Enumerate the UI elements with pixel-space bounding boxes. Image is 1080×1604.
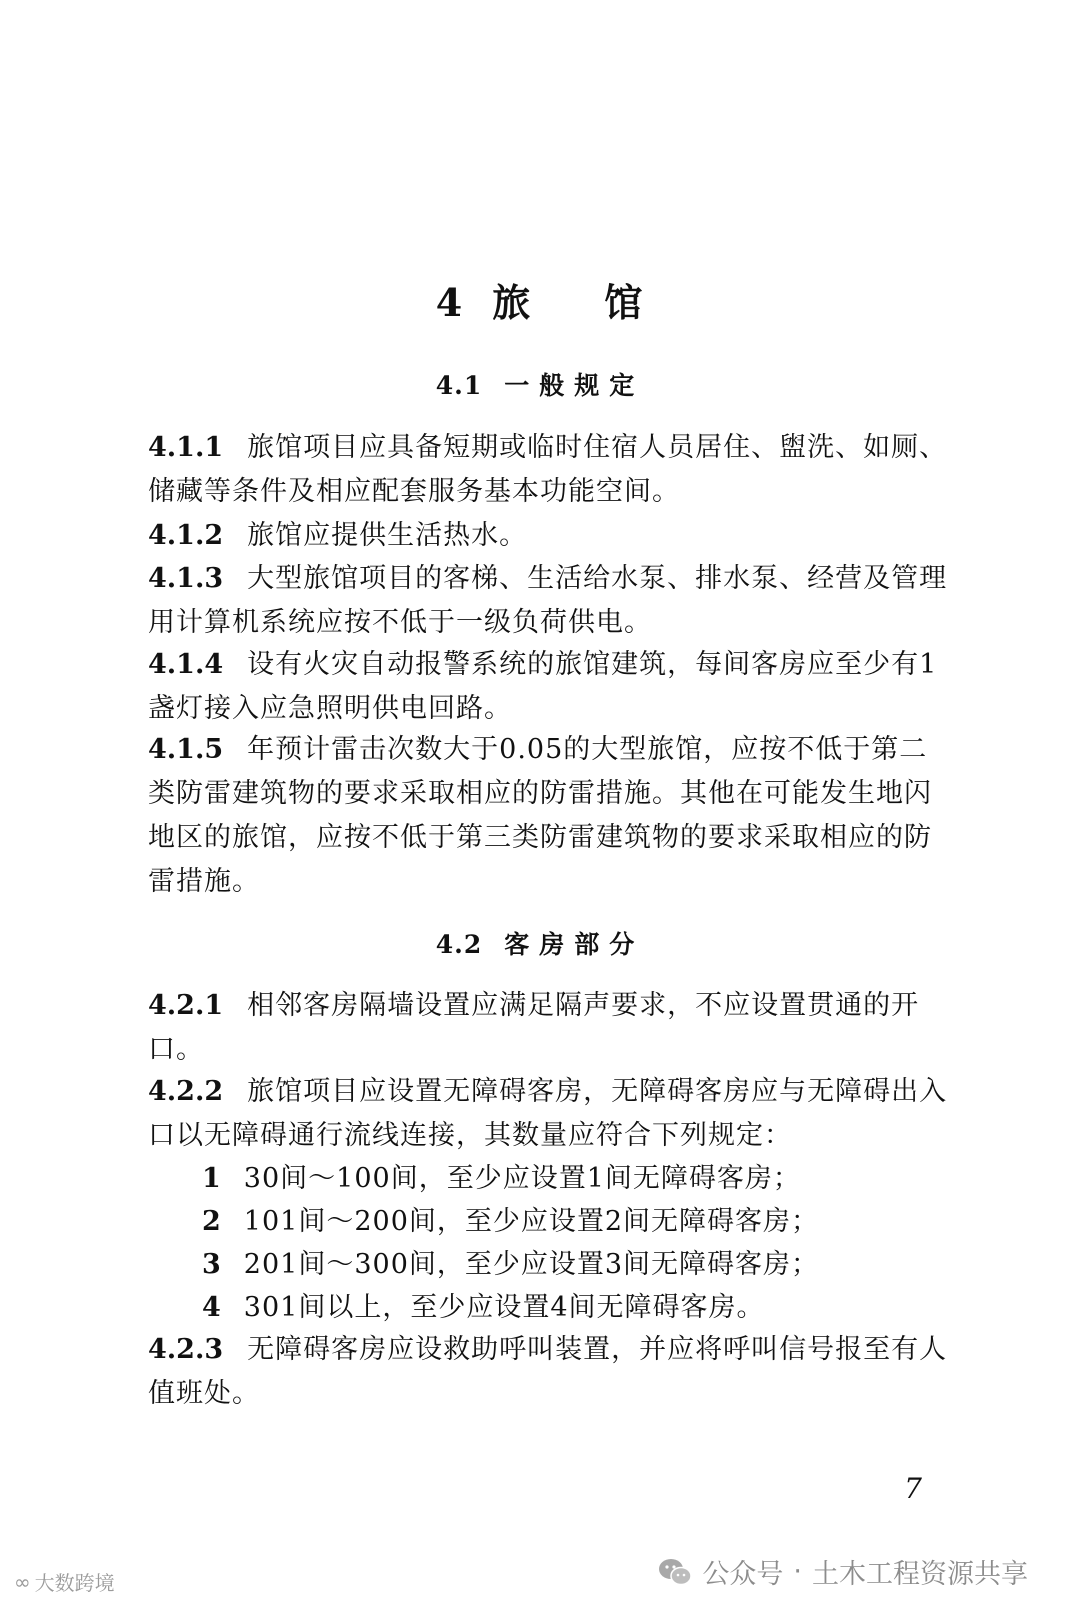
- clause-number: 4.2.2: [148, 1076, 224, 1107]
- section-title-4-2: [0, 925, 1080, 961]
- clause-4-2-1: [148, 984, 948, 1072]
- clause-4-1-5: [148, 728, 948, 904]
- link-icon: ∞: [14, 1569, 31, 1594]
- section-number: 4.1: [435, 371, 483, 400]
- clause-text: 大型旅馆项目的客梯、生活给水泵、排水泵、经营及管理用计算机系统应按不低于一级负荷供电。: [148, 563, 948, 638]
- clause-4-2-3: [148, 1328, 948, 1416]
- item-text: 101间～200间，至少应设置2间无障碍客房；: [243, 1206, 820, 1237]
- chapter-title-part2: 馆: [604, 280, 645, 325]
- item-text: 30间～100间，至少应设置1间无障碍客房；: [243, 1163, 801, 1194]
- clause-number: 4.1.2: [148, 520, 224, 551]
- clause-number: 4.1.4: [148, 649, 224, 680]
- list-item-2: [202, 1200, 962, 1244]
- clause-text: 设有火灾自动报警系统的旅馆建筑，每间客房应至少有1盏灯接入应急照明供电回路。: [148, 649, 938, 724]
- clause-number: 4.1.3: [148, 563, 224, 594]
- clause-text: 旅馆项目应具备短期或临时住宿人员居住、盥洗、如厕、储藏等条件及相应配套服务基本功能空间。: [148, 432, 948, 507]
- clause-4-1-2: [148, 514, 948, 558]
- list-item-4: [202, 1286, 962, 1330]
- chapter-number: 4: [435, 280, 465, 325]
- clause-text: 旅馆项目应设置无障碍客房，无障碍客房应与无障碍出入口以无障碍通行流线连接，其数量应符合下列规定：: [148, 1076, 948, 1151]
- clause-number: 4.1.1: [148, 432, 224, 463]
- item-number: 1: [202, 1163, 222, 1194]
- chapter-title: [0, 272, 1080, 327]
- section-number: 4.2: [435, 930, 483, 959]
- wechat-icon: [658, 1557, 692, 1587]
- watermark-left-text: 大数跨境: [34, 1571, 115, 1595]
- section-title-4-1: [0, 366, 1080, 402]
- item-number: 3: [202, 1249, 222, 1280]
- clause-text: 年预计雷击次数大于0.05的大型旅馆，应按不低于第二类防雷建筑物的要求采取相应的防雷措施。其他在可能发生地闪地区的旅馆，应按不低于第三类防雷建筑物的要求采取相应的防雷措施。: [148, 734, 932, 897]
- clause-4-1-4: [148, 643, 948, 731]
- clause-number: 4.1.5: [148, 734, 224, 765]
- item-text: 301间以上，至少应设置4间无障碍客房。: [243, 1292, 765, 1323]
- watermark-prefix: 公众号: [702, 1559, 784, 1590]
- list-item-1: [202, 1157, 962, 1201]
- watermark-left: [14, 1567, 115, 1596]
- clause-number: 4.2.3: [148, 1334, 224, 1365]
- item-text: 201间～300间，至少应设置3间无障碍客房；: [243, 1249, 820, 1280]
- clause-text: 旅馆应提供生活热水。: [247, 520, 528, 551]
- item-number: 2: [202, 1206, 222, 1237]
- clause-text: 相邻客房隔墙设置应满足隔声要求，不应设置贯通的开口。: [148, 990, 920, 1065]
- chapter-title-part1: 旅: [492, 280, 533, 325]
- clause-text: 无障碍客房应设救助呼叫装置，并应将呼叫信号报至有人值班处。: [148, 1334, 948, 1409]
- watermark-account-name: 土木工程资源共享: [812, 1559, 1028, 1590]
- item-number: 4: [202, 1292, 222, 1323]
- clause-4-2-2: [148, 1070, 948, 1158]
- section-title-text: 一般规定: [504, 371, 645, 400]
- watermark-right: [658, 1552, 1028, 1591]
- clause-4-1-3: [148, 557, 948, 645]
- page-number: 7: [904, 1472, 922, 1505]
- list-item-3: [202, 1243, 962, 1287]
- clause-4-1-1: [148, 426, 948, 514]
- watermark-separator: ·: [793, 1556, 802, 1587]
- clause-number: 4.2.1: [148, 990, 224, 1021]
- section-title-text: 客房部分: [504, 930, 645, 959]
